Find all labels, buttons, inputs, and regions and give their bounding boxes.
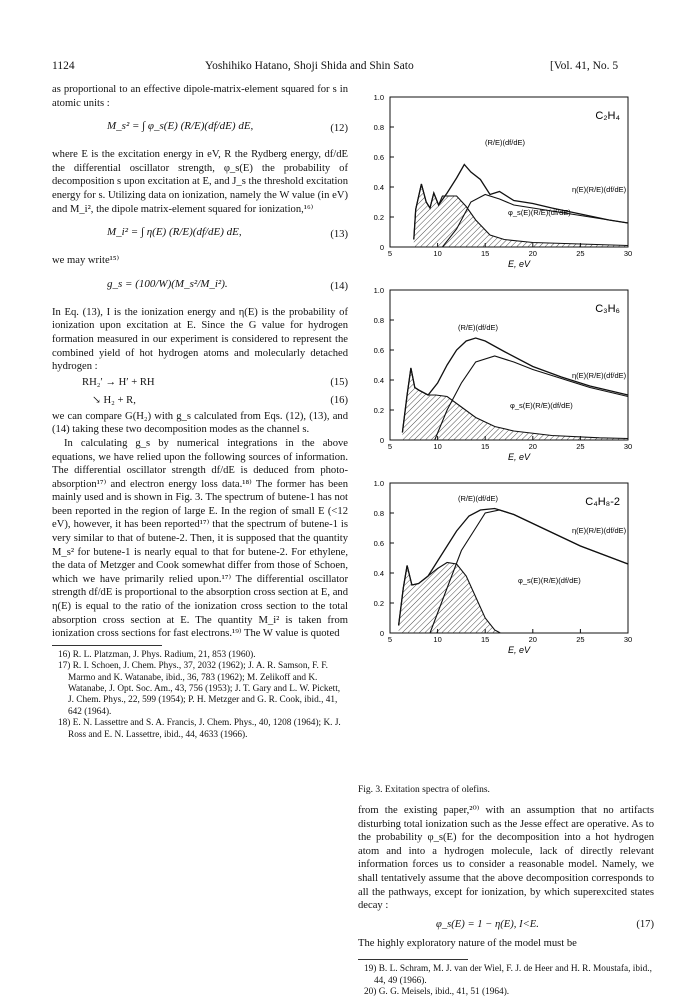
- intro-text: as proportional to an effective dipole-matrix-element squared for s in atomic units :: [52, 84, 348, 109]
- x-tick-label: 10: [433, 442, 442, 451]
- y-tick-label: 0.4: [373, 183, 384, 192]
- y-tick-label: 0.6: [373, 346, 384, 355]
- curve-label-2: η(E)(R/E)(df/dE): [572, 371, 627, 380]
- y-tick-label: 1.0: [373, 93, 384, 102]
- reference-20: 20) G. G. Meisels, ibid., 41, 51 (1964).: [364, 987, 510, 998]
- equation-15: [52, 374, 348, 392]
- equation-17-number: (17): [636, 918, 654, 930]
- equation-16: [52, 392, 348, 410]
- x-tick-label: 20: [528, 635, 537, 644]
- phi-area-hatch: [399, 563, 501, 634]
- equation-14-body: g_s = (100/W)(M_s²/M_i²).: [107, 277, 228, 290]
- y-tick-label: 0.4: [373, 569, 384, 578]
- y-tick-label: 0.2: [373, 599, 384, 608]
- y-tick-label: 0.4: [373, 376, 384, 385]
- x-tick-label: 10: [433, 635, 442, 644]
- y-tick-label: 0.6: [373, 153, 384, 162]
- footnote-rule-right: [358, 959, 468, 960]
- y-tick-label: 0: [379, 243, 384, 252]
- x-tick-label: 30: [623, 249, 633, 258]
- plot-c3h6: [374, 286, 633, 462]
- reference-17: 17) R. I. Schoen, J. Chem. Phys., 37, 2032 (1962); J. A. R. Samson, F. F. Marmo and K. Watanabe, ibid., 36, 783 (1962); M. Zelikoff and K. Watanabe, J. Opt. Soc. Am., 43, 756 (1953); J. T. Gary and L. W. Pickett, J. Chem. Phys., 22, 599 (1954); P. H. Metzger and G. R. Cook, ibid., 41, 642 (1964).: [58, 661, 341, 717]
- curve-label-3: φ_s(E)(R/E)(df/dE): [510, 401, 573, 410]
- y-tick-label: 1.0: [373, 479, 384, 488]
- x-tick-label: 15: [481, 635, 490, 644]
- x-axis-label: E, eV: [507, 259, 531, 269]
- y-tick-label: 0: [379, 629, 384, 638]
- reference-19: 19) B. L. Schram, M. J. van der Wiel, F. J. de Heer and H. R. Moustafa, ibid., 44, 49 (1966).: [364, 964, 652, 986]
- equation-14-number: (14): [330, 280, 348, 292]
- equation-13: [52, 220, 348, 250]
- y-tick-label: 0.8: [373, 316, 384, 325]
- reference-16: 16) R. L. Platzman, J. Phys. Radium, 21, 853 (1960).: [58, 649, 256, 660]
- x-tick-label: 25: [576, 249, 585, 258]
- x-tick-label: 30: [623, 635, 633, 644]
- running-head-volume: [Vol. 41, No. 5: [550, 60, 619, 72]
- curve-label-1: (R/E)(df/dE): [458, 494, 499, 503]
- chart-title: C₄H₈-2: [585, 496, 620, 508]
- x-tick-label: 20: [528, 442, 537, 451]
- x-tick-label: 20: [528, 249, 537, 258]
- x-tick-label: 15: [481, 442, 490, 451]
- x-tick-label: 15: [481, 249, 490, 258]
- y-tick-label: 0.8: [373, 509, 384, 518]
- paragraph-we-may-write: we may write¹⁵⁾: [52, 255, 120, 267]
- paragraph-compare: we can compare G(H₂) with g_s calculated from Eqs. (12), (13), and (14) taking these two decomposition modes as the channel s.: [52, 410, 348, 436]
- y-tick-label: 0: [379, 436, 384, 445]
- curve-label-2: η(E)(R/E)(df/dE): [572, 185, 627, 194]
- chart-title: C₂H₄: [595, 110, 620, 122]
- equation-17-body: φ_s(E) = 1 − η(E), I<E.: [436, 918, 539, 930]
- equation-16-number: (16): [330, 394, 348, 406]
- y-tick-label: 0.2: [373, 406, 384, 415]
- y-tick-label: 0.6: [373, 539, 384, 548]
- x-tick-label: 5: [387, 635, 393, 644]
- paragraph-exploratory: The highly exploratory nature of the model must be: [358, 937, 577, 949]
- right-column: [358, 804, 654, 999]
- footnote-rule: [52, 645, 162, 646]
- equation-13-body: M_i² = ∫ η(E) (R/E)(df/dE) dE,: [107, 226, 242, 239]
- x-tick-label: 5: [387, 249, 393, 258]
- paragraph-definitions: where E is the excitation energy in eV, R the Rydberg energy, df/dE the differential oscillator strength, φ_s(E) the probability of decomposition s upon excitation at E, and J_s the threshold excitation energy for s. Utilizing data on ionization, namely the W value (in eV) and M_i², the dipole matrix-element squared for ionization,¹⁶⁾: [52, 149, 348, 215]
- equation-12-body: M_s² = ∫ φ_s(E) (R/E)(df/dE) dE,: [107, 120, 254, 133]
- x-tick-label: 30: [623, 442, 633, 451]
- figure-caption: Fig. 3. Exitation spectra of olefins.: [358, 785, 490, 795]
- y-tick-label: 0.8: [373, 123, 384, 132]
- references-right: [358, 964, 654, 998]
- chart-title: C₃H₆: [595, 303, 620, 315]
- paragraph-eq13-explanation: In Eq. (13), I is the ionization energy and η(E) is the probability of ionization upon excitation at E. Since the G value for hydrogen formation measured in our experiment is considered to represent the combined yield of hot hydrogen atoms and molecularly detached hydrogen :: [52, 306, 348, 373]
- figure-3: [350, 85, 640, 785]
- equation-16-body: ↘ H₂ + R,: [92, 394, 136, 406]
- curve-label-3: φ_s(E)(R/E)(df/dE): [508, 208, 571, 217]
- x-axis-label: E, eV: [507, 645, 531, 655]
- equation-13-number: (13): [330, 229, 348, 241]
- equation-15-body: RH₂′ → H′ + RH: [82, 376, 155, 388]
- paragraph-calculation: In calculating g_s by numerical integrations in the above equations, we have relied upon the following sources of information. The differential oscillator strength df/dE is deduced from photo-absorption¹⁷⁾ and electron energy loss data.¹⁸⁾ The former has been mainly used and is shown in Fig. 3. The spectrum of butene-1 has not been reported in the region of large E. In the region of small E (<12 eV), however, it has been reported¹⁷⁾ that the spectrum of butene-1 is very similar to that of butene-2. Then, it is supposed that the quantity M_s² for butene-1 is nearly equal to that for butene-2. For ethylene, the data of Metzger and Cook somewhat differ from those of Schoen, which we have primarily relied upon.¹⁷⁾ The differential oscillator strength df/dE is proportional to the absorption cross section at E, and η(E) is equal to the ratio of the ionization cross section to the total absorption cross section at E. The quantity M_i² is taken from ionization cross sections for fast electrons.¹⁹⁾ The W value is quoted: [52, 437, 348, 640]
- curve-label-2: η(E)(R/E)(df/dE): [572, 526, 627, 535]
- reference-18: 18) E. N. Lassettre and S. A. Francis, J. Chem. Phys., 40, 1208 (1964); K. J. Ross and E. N. Lassettre, ibid., 44, 4633 (1966).: [58, 718, 341, 740]
- plot-c2h4: [374, 93, 633, 269]
- paragraph-existing-paper: from the existing paper,²⁰⁾ with an assumption that no artifacts disturbing total ionization such as the Jesse effect are operative. As to the probability φ_s(E) for the decomposition into a hot hydrogen atom and into a hydrogen molecule, lack of directly relevant information forces us to consider a reasonable model. Namely, we shall tentatively assume that the above decomposition corresponds to all the pathways, except for ionization, by which superexcited states decay :: [358, 805, 654, 912]
- equation-12: [52, 114, 348, 144]
- running-head-authors: Yoshihiko Hatano, Shoji Shida and Shin Sato: [205, 60, 414, 72]
- equation-12-number: (12): [330, 123, 348, 135]
- equation-15-number: (15): [330, 376, 348, 388]
- x-tick-label: 10: [433, 249, 442, 258]
- x-tick-label: 5: [387, 442, 393, 451]
- y-tick-label: 1.0: [373, 286, 384, 295]
- curve-label-1: (R/E)(df/dE): [485, 138, 526, 147]
- references-left: [52, 650, 348, 741]
- left-column: [52, 83, 348, 741]
- x-axis-label: E, eV: [507, 452, 531, 462]
- curve-label-1: (R/E)(df/dE): [458, 323, 499, 332]
- equation-14: [52, 272, 348, 302]
- x-tick-label: 25: [576, 442, 585, 451]
- equation-17: [358, 916, 654, 934]
- curve-label-3: φ_s(E)(R/E)(df/dE): [518, 576, 581, 585]
- page-number: 1124: [52, 60, 75, 72]
- plot-c4h8-2: [374, 479, 633, 655]
- y-tick-label: 0.2: [373, 213, 384, 222]
- x-tick-label: 25: [576, 635, 585, 644]
